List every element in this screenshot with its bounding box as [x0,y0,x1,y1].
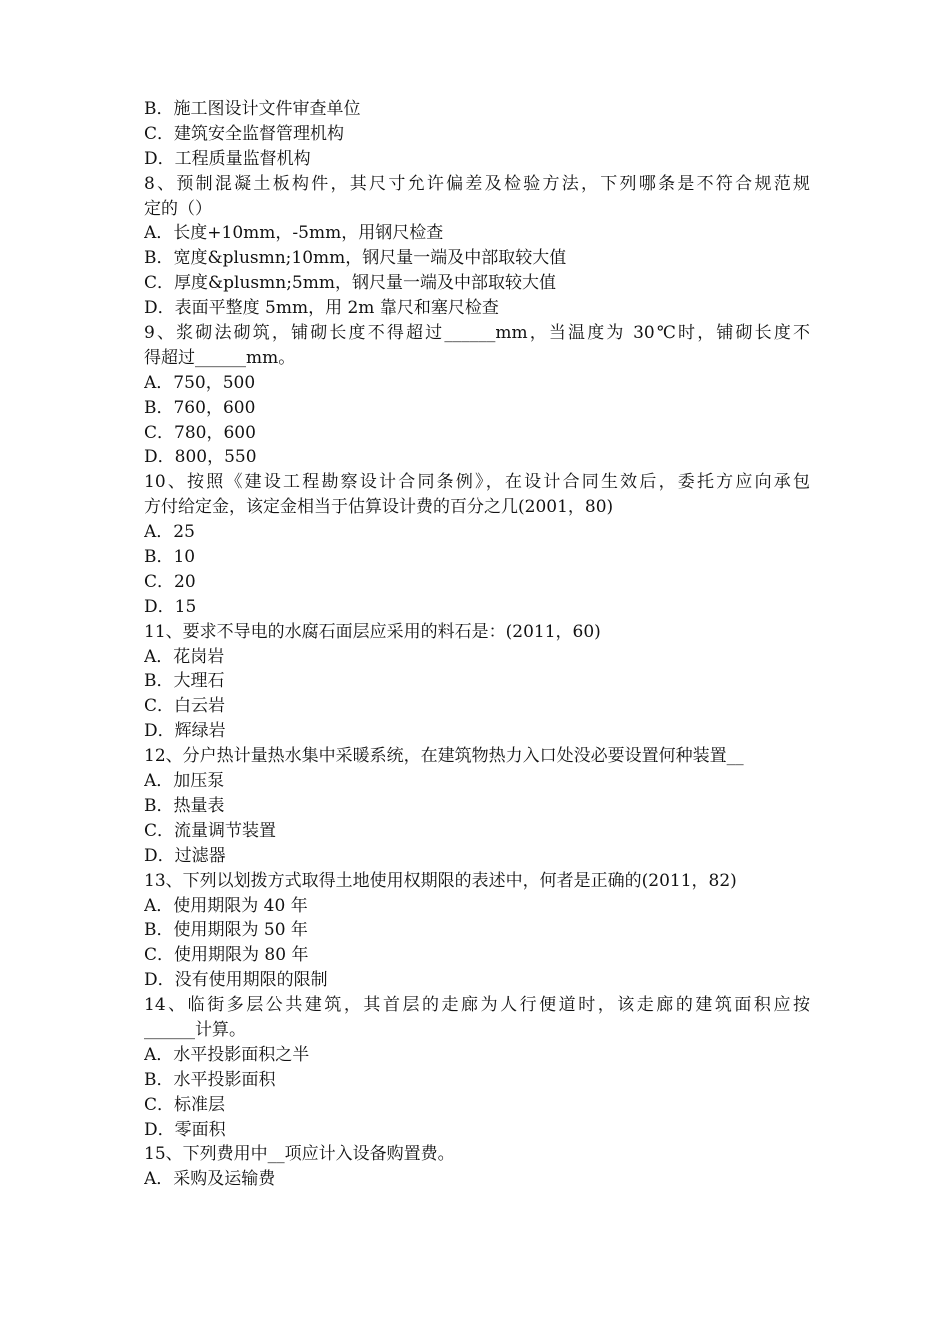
question-text: 12、分户热计量热水集中采暖系统，在建筑物热力入口处没必要设置何种装置__ [144,746,744,767]
answer-option: A．使用期限为 40 年 [144,895,308,916]
answer-option: A．加压泵 [144,771,225,792]
answer-option: B．使用期限为 50 年 [144,920,308,941]
question-text: 13、下列以划拨方式取得土地使用权期限的表述中，何者是正确的(2011，82) [144,870,737,891]
answer-option: A．采购及运输费 [144,1169,276,1190]
answer-option: D．表面平整度 5mm，用 2m 靠尺和塞尺检查 [144,298,499,319]
answer-option: B．施工图设计文件审查单位 [144,99,361,119]
answer-option: D．零面积 [144,1119,226,1140]
document-page [144,97,810,1192]
answer-option: A．25 [144,522,195,543]
answer-option: B．10 [144,547,196,568]
question-text: ______计算。 [144,1019,246,1040]
answer-option: D．过滤器 [144,845,226,866]
answer-option: C．建筑安全监督管理机构 [144,123,345,144]
answer-option: C．20 [144,571,196,592]
answer-option: C．白云岩 [144,696,226,717]
question-text: 15、下列费用中__项应计入设备购置费。 [144,1144,455,1165]
answer-option: C．使用期限为 80 年 [144,945,309,966]
answer-option: C．厚度&plusmn;5mm，钢尺量一端及中部取较大值 [144,273,556,294]
answer-option: A．750，500 [144,372,256,393]
answer-option: A．长度+10mm，-5mm，用钢尺检查 [144,223,444,244]
question-text: 8、预制混凝土板构件，其尺寸允许偏差及检验方法，下列哪条是不符合规范规 [144,173,810,194]
question-text: 方付给定金，该定金相当于估算设计费的百分之几(2001，80) [144,497,614,518]
answer-option: B．水平投影面积 [144,1069,276,1090]
question-text: 14、临街多层公共建筑，其首层的走廊为人行便道时，该走廊的建筑面积应按 [144,995,810,1016]
answer-option: C．780，600 [144,422,256,443]
answer-option: A．水平投影面积之半 [144,1044,310,1065]
answer-option: B．760，600 [144,397,256,418]
answer-option: D．辉绿岩 [144,721,226,742]
question-text: 9、浆砌法砌筑，铺砌长度不得超过______mm，当温度为 30℃时，铺砌长度不 [144,323,810,344]
answer-option: A．花岗岩 [144,646,225,667]
answer-option: D．没有使用期限的限制 [144,970,328,991]
answer-option: C．流量调节装置 [144,820,277,841]
answer-option: D．800，550 [144,447,257,468]
question-text: 11、要求不导电的水腐石面层应采用的料石是：(2011，60) [144,621,601,642]
question-text: 定的（） [144,198,212,219]
answer-option: B．热量表 [144,795,225,816]
answer-option: B．宽度&plusmn;10mm，钢尺量一端及中部取较大值 [144,248,567,269]
question-text: 得超过______mm。 [144,347,296,368]
answer-option: B．大理石 [144,671,225,692]
answer-option: D．15 [144,596,197,617]
answer-option: D．工程质量监督机构 [144,148,311,169]
question-text: 10、按照《建设工程勘察设计合同条例》，在设计合同生效后，委托方应向承包 [144,472,810,493]
answer-option: C．标准层 [144,1094,226,1115]
